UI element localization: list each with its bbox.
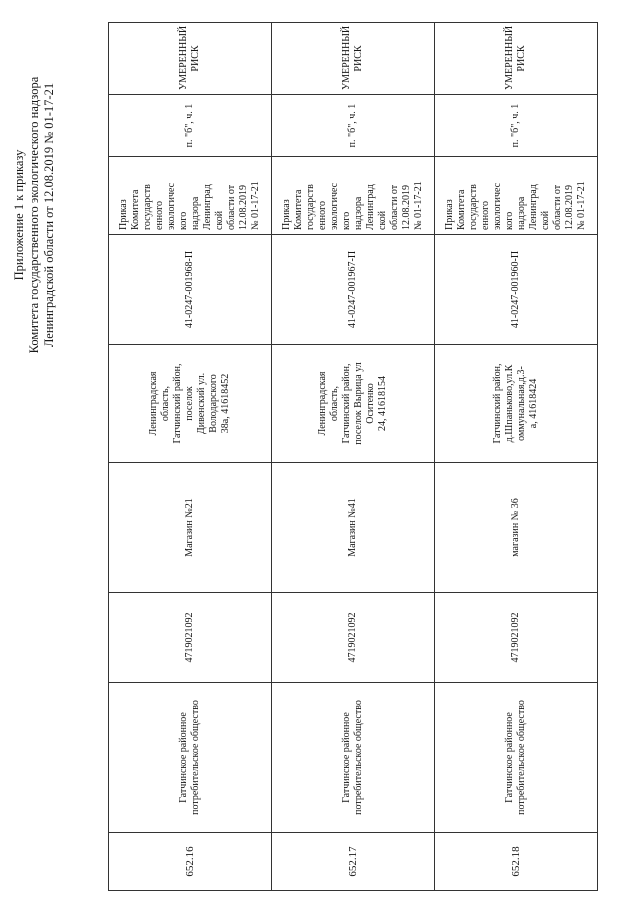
clause-cell: п. "б", ч. 1 [272, 95, 435, 157]
order-reference-cell [435, 157, 598, 235]
organization-cell: Гатчинское районное потребительское общество [272, 683, 435, 833]
document-header [12, 30, 57, 400]
address-cell [272, 345, 435, 463]
order-reference-text: Приказ Комитета государств енного экологичес кого надзора Ленинград ской области от 12.08.2019 № 01-17-21 [444, 181, 587, 230]
order-reference-text: Приказ Комитета государств енного экологичес кого надзора Ленинград ской области от 12.08.2019 № 01-17-21 [281, 181, 424, 230]
table-row [109, 23, 272, 891]
clause-cell: п. "б", ч. 1 [435, 95, 598, 157]
object-code-cell: 41-0247-001967-П [272, 235, 435, 345]
organization-cell: Гатчинское районное потребительское общество [109, 683, 272, 833]
order-reference-cell [109, 157, 272, 235]
risk-category-text: УМЕРЕННЫЙ РИСК [504, 25, 527, 90]
order-reference-text: Приказ Комитета государств енного экологичес кого надзора Ленинград ской области от 12.08.2019 № 01-17-21 [118, 181, 261, 230]
object-code-cell: 41-0247-001960-П [435, 235, 598, 345]
table-row [435, 23, 598, 891]
object-name-cell: магазин № 36 [435, 463, 598, 593]
risk-category-cell [435, 23, 598, 95]
inn-cell: 4719021092 [435, 593, 598, 683]
object-name-cell: Магазин №21 [109, 463, 272, 593]
address-cell [435, 345, 598, 463]
organization-cell: Гатчинское районное потребительское общество [435, 683, 598, 833]
address-cell [109, 345, 272, 463]
address-text: Ленинградская область, Гатчинский район, поселок Дивенский ул. Володарского 38а, 41618452 [148, 363, 231, 444]
row-number: 652.16 [109, 833, 272, 891]
header-line-1: Приложение 1 к приказу [12, 149, 26, 281]
risk-category-text: УМЕРЕННЫЙ РИСК [341, 25, 364, 90]
row-number: 652.17 [272, 833, 435, 891]
table-row [272, 23, 435, 891]
inn-cell: 4719021092 [272, 593, 435, 683]
register-table [108, 22, 598, 891]
order-reference-cell [272, 157, 435, 235]
address-text: Гатчинский район, д.Шпаньково,ул.К оммунальная,д.3- а, 41618424 [492, 363, 539, 444]
risk-category-text: УМЕРЕННЫЙ РИСК [178, 25, 201, 90]
header-line-2: Комитета государственного экологического надзора [27, 76, 41, 354]
address-text: Ленинградская область, Гатчинский район, поселок Вырица ул Оситенко 24, 41618154 [317, 362, 388, 445]
risk-category-cell [272, 23, 435, 95]
object-name-cell: Магазин №41 [272, 463, 435, 593]
clause-cell: п. "б", ч. 1 [109, 95, 272, 157]
row-number: 652.18 [435, 833, 598, 891]
inn-cell: 4719021092 [109, 593, 272, 683]
object-code-cell: 41-0247-001968-П [109, 235, 272, 345]
header-line-3: Ленинградской области от 12.08.2019 № 01-17-21 [42, 82, 56, 348]
risk-category-cell [109, 23, 272, 95]
